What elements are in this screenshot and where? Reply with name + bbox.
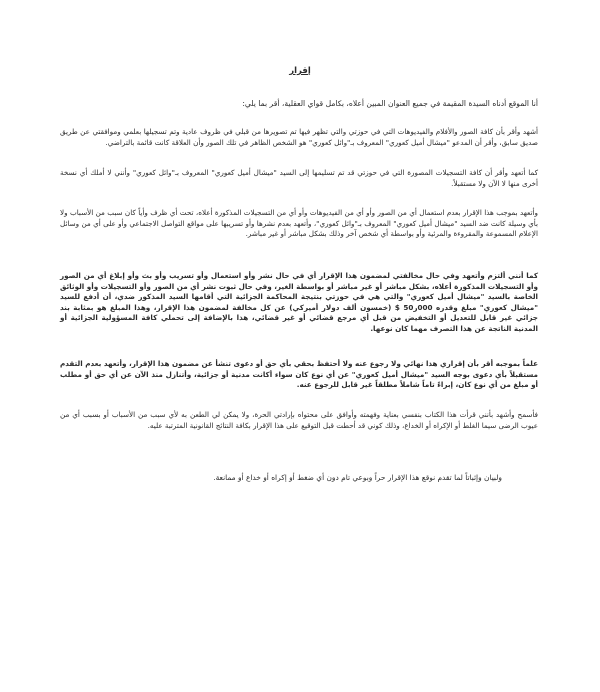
closing-line: ولبيان وإثباتاً لما تقدم نوقع هذا الإقرار حراً وبوعي تام دون أي ضغط أو إكراه أو خداع أو ممانعة. xyxy=(213,473,502,482)
paragraph-5: علماً بموجبه أقر بأن إقراري هذا نهائي ولا رجوع عنه ولا أحتفظ بحقي بأي حق أو دعوى تنشأ عن مضمون هذا الإقرار، وأتعهد بعدم التقدم مستقبلاً بأي دعوى بوجه السيد "ميشال أميل كعوري" عن أي نوع كان سواء أكانت مدنية أو جزائية، وأتنازل منذ الآن عن أي حق أو مطلب أو مبلغ من أي نوع كان، إبراءً تاماً شاملاً مطلقاً غير قابل للرجوع عنه. xyxy=(60,359,538,390)
paragraph-6: فأسمح وأشهد بأنني قرأت هذا الكتاب بنفسي بعناية وفهمته وأوافق على محتواه بإرادتي الحرة، ولا يمكن لي الطعن به لأي سبب من الأسباب أو بسبب أي من عيوب الرضى سيما الغلط أو الإكراه أو الخداع، وذلك كوني قد أحطت قبل التوقيع على هذا الإقرار بكافة النتائج القانونية المترتبة عليه. xyxy=(60,410,538,430)
paragraph-2: كما أتعهد وأقر أن كافة التسجيلات المصورة التي في حوزتي قد تم تسليمها إلى السيد "ميشال أميل كعوري" المعروف بـ"وائل كعوري" وأنني لا أملك أي نسخة أخرى منها لا الآن ولا مستقبلاً. xyxy=(60,168,538,188)
document-title: إقرار xyxy=(289,66,311,76)
paragraph-1: أشهد وأقر بأن كافة الصور والأفلام والفيديوهات التي في حوزتي والتي تظهر فيها تم تصويرها من قبلي في ظروف عادية وتم تسجيلها بعلمي وموافقتي عن طريق صديق سابق، وأقر أن المدعو "ميشال أميل كعوري" المعروف بـ"وائل كعوري" هو الشخص الظاهر في تلك الصور وأن العلاقة كانت قائمة بالتراضي. xyxy=(60,127,538,147)
paragraph-4: كما أنني ألتزم وأتعهد وفي حال مخالفتي لمضمون هذا الإقرار أي في حال نشر وأو استعمال وأو تسريب وأو بث وأو إبلاغ أي من الصور وأو التسجيلات المذكورة أعلاه، بشكل مباشر أو غير مباشر أو بواسطة الغير، وفي حال ثبوت نشر أي من الصور وأو التسجيلات وأو الوثائق الخاصة بالسيد "ميشال أميل كعوري" والتي هي في حوزتي بنتيجة المحاكمة الجزائية التي أقامها السيد المذكور ضدي، أن أدفع للسيد "ميشال كعوري" مبلغ وقدره 000ر50 $ (خمسون ألف دولار أميركي) عن كل مخالفة لمضمون هذا الإقرار، وهذا المبلغ هو بمثابة بند جزائي غير قابل للتعديل أو التخفيض من قبل أي مرجع قضائي أو غير قضائي، هذا بالإضافة إلى تحملي كافة المسؤولية الجزائية أو المدنية الناتجة عن هذا التصرف مهما كان نوعها. xyxy=(60,271,538,333)
intro-line: أنا الموقع أدناه السيدة المقيمة في جميع العنوان المبين أعلاه، بكامل قواي العقلية، أقر بما يلي: xyxy=(242,99,538,108)
paragraph-3: وأتعهد بموجب هذا الإقرار بعدم استعمال أي من الصور وأو أي من الفيديوهات وأو أي من التسجيلات المذكورة أعلاه، تحت أي ظرف وأياً كان سبب من الأسباب ولا بأي وسيلة كانت ضد السيد "ميشال أميل كعوري" المعروف بـ"وائل كعوري"، وأتعهد بعدم نشرها وأو تسريبها على مواقع التواصل الاجتماعي وأو على أي من وسائل الإعلام المسموعة والمقروءة والمرئية وأو بواسطة أي شخص آخر وذلك بشكل مباشر أو غير مباشر. xyxy=(60,208,538,239)
